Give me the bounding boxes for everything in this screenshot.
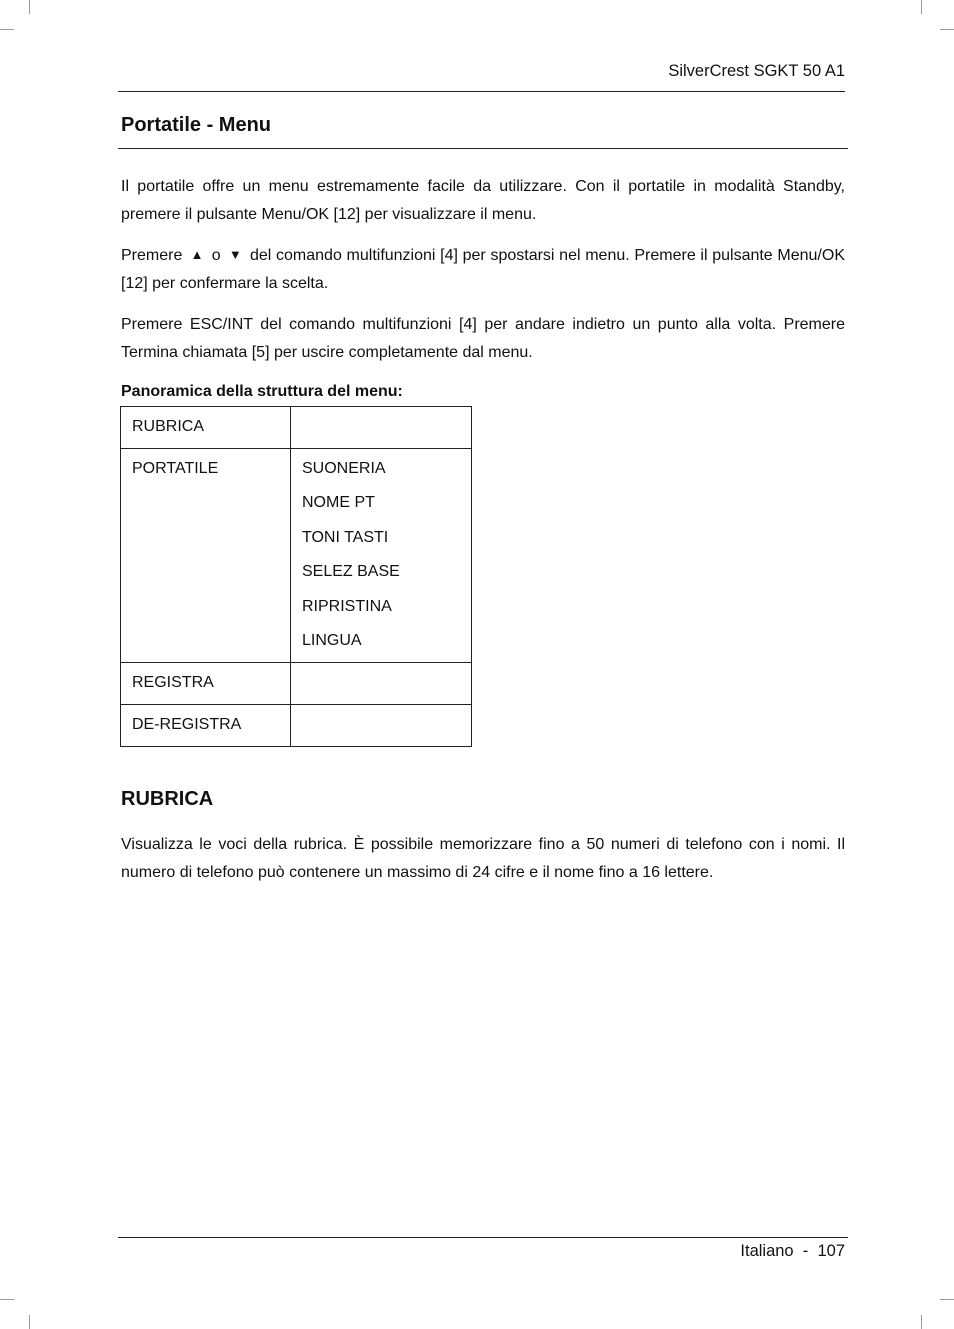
submenu-item: SELEZ BASE — [302, 563, 400, 581]
submenu-item: NOME PT — [302, 494, 375, 512]
footer-rule — [118, 1237, 848, 1238]
triangle-up-icon: ▲ — [190, 247, 204, 262]
menu-item-cell: REGISTRA — [121, 662, 291, 704]
paragraph-rubrica: Visualizza le voci della rubrica. È possibile memorizzare fino a 50 numeri di telefono con i nomi. Il numero di telefono può contenere un massimo di 24 cifre e il nome fino a 16 lettere. — [121, 836, 845, 881]
crop-mark — [0, 1299, 14, 1300]
section-title-portatile-menu: Portatile - Menu — [121, 114, 272, 136]
paragraph-back: Premere ESC/INT del comando multifunzioni [4] per andare indietro un punto alla volta. Premere Termina chiamata [5] per uscire completamente dal menu. — [121, 316, 845, 361]
submenu-cell — [291, 704, 472, 746]
page-header — [118, 62, 845, 81]
submenu-cell — [291, 449, 472, 663]
triangle-down-icon: ▼ — [228, 247, 242, 262]
submenu-item: TONI TASTI — [302, 528, 389, 546]
paragraph-navigation — [121, 242, 845, 298]
submenu-item: LINGUA — [302, 631, 362, 649]
crop-mark — [940, 1299, 954, 1300]
para-text: o — [211, 247, 221, 264]
menu-item-cell: RUBRICA — [121, 407, 291, 449]
submenu-cell — [291, 407, 472, 449]
footer-separator: - — [802, 1242, 809, 1260]
crop-mark — [0, 29, 14, 30]
table-row — [121, 449, 472, 663]
menu-item-cell: PORTATILE — [121, 449, 291, 663]
para-text: del comando multifunzioni [4] per spostarsi nel menu. Premere il pulsante Menu/OK [12] per confermare la scelta. — [121, 247, 845, 292]
header-rule — [118, 91, 845, 92]
crop-mark — [940, 29, 954, 30]
table-row — [121, 704, 472, 746]
submenu-item: RIPRISTINA — [302, 597, 392, 615]
overview-label: Panoramica della struttura del menu: — [121, 383, 403, 400]
submenu-item: SUONERIA — [302, 460, 386, 477]
table-row — [121, 662, 472, 704]
page-number: 107 — [817, 1242, 845, 1260]
crop-mark — [921, 1315, 922, 1329]
footer-language: Italiano — [740, 1242, 794, 1260]
submenu-cell — [291, 662, 472, 704]
menu-item-cell: DE-REGISTRA — [121, 704, 291, 746]
crop-mark — [921, 0, 922, 14]
section-title-rule — [118, 148, 848, 149]
menu-structure-table — [120, 406, 472, 747]
crop-mark — [29, 0, 30, 14]
crop-mark — [29, 1315, 30, 1329]
para-text: Premere — [121, 247, 183, 264]
product-name: SilverCrest SGKT 50 A1 — [668, 62, 845, 80]
section-title-rubrica: RUBRICA — [121, 788, 214, 810]
paragraph-intro: Il portatile offre un menu estremamente facile da utilizzare. Con il portatile in modalità Standby, premere il pulsante Menu/OK [12] per visualizzare il menu. — [121, 178, 845, 223]
table-row — [121, 407, 472, 449]
page-footer — [118, 1242, 845, 1261]
